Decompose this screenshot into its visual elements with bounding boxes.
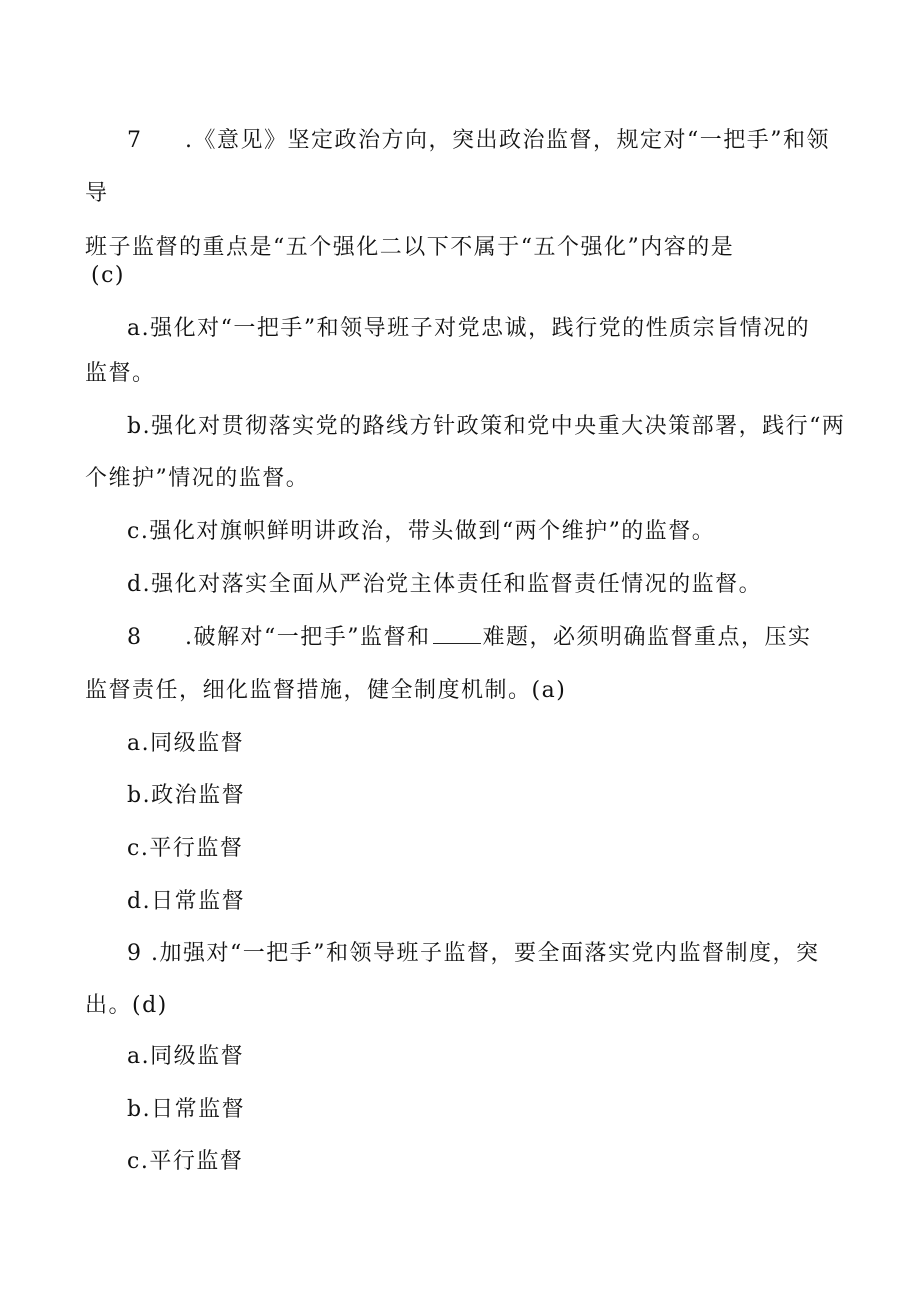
q7-stem-line-3: 班子监督的重点是“五个强化二以下不属于“五个强化”内容的是: [85, 235, 735, 260]
q8-option-d: d.日常监督: [127, 889, 246, 914]
q7-option-d: d.强化对落实全面从严治党主体责任和监督责任情况的监督。: [127, 572, 763, 597]
q7-stem-text-1: .《意见》坚定政治方向，突出政治监督，规定对“一把手”和领: [185, 128, 830, 153]
q9-option-a: a.同级监督: [127, 1044, 245, 1069]
q9-stem-line-2: 出。(d): [85, 993, 168, 1018]
q7-number: 7: [127, 128, 143, 153]
q9-option-b: b.日常监督: [127, 1097, 246, 1122]
q8-stem-line-2: 监督责任，细化监督措施，健全制度机制。(a): [85, 678, 567, 703]
q7-option-a-line-2: 监督。: [85, 361, 156, 386]
q8-option-a: a.同级监督: [127, 731, 245, 756]
q7-option-a-line-1: a.强化对“一把手”和领导班子对党忠诚，践行党的性质宗旨情况的: [127, 316, 811, 341]
q7-option-b-line-1: b.强化对贯彻落实党的路线方针政策和党中央重大决策部署，践行“两: [127, 414, 846, 439]
q8-option-c: c.平行监督: [127, 836, 244, 861]
q8-stem-line-1: [127, 624, 812, 652]
q9-stem-line-1: 9 .加强对“一把手”和领导班子监督，要全面落实党内监督制度，突: [127, 941, 820, 966]
q7-stem-line-1: [127, 127, 830, 155]
q8-stem-text-1b: 难题，必须明确监督重点，压实: [482, 625, 812, 650]
q9-option-c: c.平行监督: [127, 1149, 244, 1174]
q7-option-c: c.强化对旗帜鲜明讲政治，带头做到“两个维护”的监督。: [127, 519, 716, 544]
q8-number: 8: [127, 625, 143, 650]
q8-option-b: b.政治监督: [127, 783, 246, 808]
q7-answer: (c): [91, 263, 125, 288]
q7-stem-line-2: 导: [85, 181, 109, 206]
q8-stem-text-1a: .破解对“一把手”监督和: [185, 625, 431, 650]
q7-option-b-line-2: 个维护”情况的监督。: [85, 466, 310, 491]
q8-fill-blank: [433, 625, 481, 644]
